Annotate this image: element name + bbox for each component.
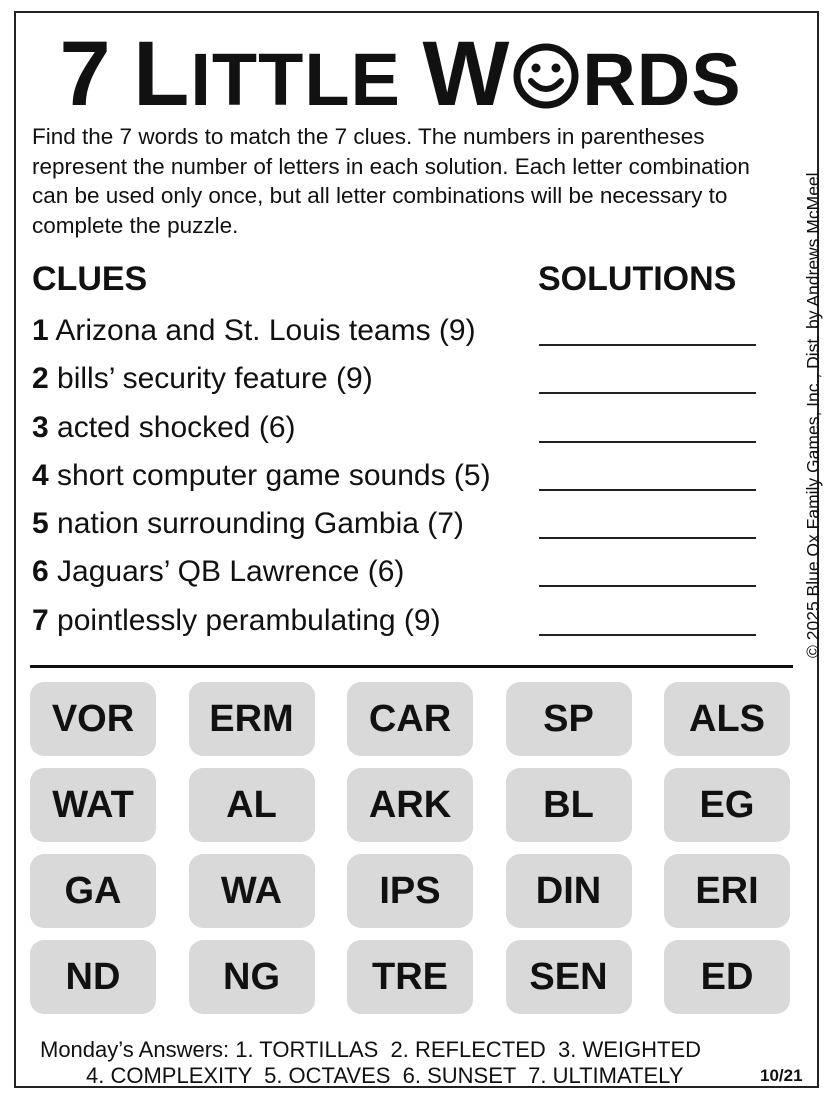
solution-blank[interactable] <box>539 634 756 636</box>
clue-row <box>32 405 767 453</box>
letter-tile[interactable]: SP <box>506 682 632 756</box>
letter-tile[interactable]: WAT <box>30 768 156 842</box>
solution-blank[interactable] <box>539 585 756 587</box>
clue-number: 2 <box>32 362 49 396</box>
letter-tile[interactable]: CAR <box>347 682 473 756</box>
letter-tile[interactable]: GA <box>30 854 156 928</box>
letter-tile[interactable]: VOR <box>30 682 156 756</box>
clue-row <box>32 308 767 356</box>
title-initial-w: W <box>422 23 511 125</box>
solution-blank[interactable] <box>539 441 756 443</box>
letter-tile[interactable]: ARK <box>347 768 473 842</box>
clues-header: CLUES <box>32 260 148 298</box>
letter-tile[interactable]: TRE <box>347 940 473 1014</box>
previous-answers <box>40 1037 800 1089</box>
clue-row <box>32 598 767 646</box>
clue-text: bills’ security feature (9) <box>57 362 373 396</box>
date-label: 10/21 <box>760 1066 803 1085</box>
letter-tile[interactable]: ED <box>664 940 790 1014</box>
letter-tile[interactable]: AL <box>189 768 315 842</box>
tile-row <box>30 768 790 842</box>
title-number: 7 <box>59 23 112 125</box>
clue-number: 3 <box>32 410 49 444</box>
clue-number: 5 <box>32 507 49 541</box>
solution-blank[interactable] <box>539 489 756 491</box>
clue-text: short computer game sounds (5) <box>57 458 491 492</box>
divider <box>30 665 793 668</box>
tile-row <box>30 682 790 756</box>
letter-tile[interactable]: ERM <box>189 682 315 756</box>
clue-text: Jaguars’ QB Lawrence (6) <box>57 555 405 589</box>
solution-blank[interactable] <box>539 344 756 346</box>
letter-tile[interactable]: ERI <box>664 854 790 928</box>
letter-tile[interactable]: ND <box>30 940 156 1014</box>
letter-tile[interactable]: WA <box>189 854 315 928</box>
letter-tile[interactable]: ALS <box>664 682 790 756</box>
letter-tile[interactable]: EG <box>664 768 790 842</box>
clue-number: 6 <box>32 555 49 589</box>
clue-number: 1 <box>32 314 49 347</box>
clue-text: Arizona and St. Louis teams (9) <box>55 314 476 347</box>
clue-text: nation surrounding Gambia (7) <box>57 507 464 541</box>
clue-row <box>32 356 767 404</box>
solutions-header: SOLUTIONS <box>538 260 737 298</box>
solution-blank[interactable] <box>539 537 756 539</box>
smiley-face-icon <box>511 41 581 111</box>
title-initial-l: L <box>133 23 191 125</box>
letter-tile[interactable]: NG <box>189 940 315 1014</box>
letter-tile[interactable]: BL <box>506 768 632 842</box>
clue-number: 7 <box>32 603 49 637</box>
clue-number: 4 <box>32 458 49 492</box>
solution-blank[interactable] <box>539 392 756 394</box>
letter-tile-grid <box>30 682 790 1026</box>
tile-row <box>30 854 790 928</box>
page-title <box>0 23 801 125</box>
letter-tile[interactable]: SEN <box>506 940 632 1014</box>
title-word1-rest: ITTLE <box>190 38 401 121</box>
answers-line-1: Monday’s Answers: 1. TORTILLAS 2. REFLECTED 3. WEIGHTED <box>40 1037 702 1062</box>
answers-line-2: 4. COMPLEXITY 5. OCTAVES 6. SUNSET 7. ULTIMATELY <box>86 1063 684 1088</box>
letter-tile[interactable]: DIN <box>506 854 632 928</box>
instructions: Find the 7 words to match the 7 clues. The numbers in parentheses represent the number of letters in each solution. Each letter combination can be used only once, but all letter combinations will be necessary to complete the puzzle. <box>32 124 750 238</box>
clue-list <box>32 308 767 646</box>
clue-row <box>32 453 767 501</box>
tile-row <box>30 940 790 1014</box>
title-word2-rest: RDS <box>582 38 742 121</box>
copyright-notice: © 2025 Blue Ox Family Games, Inc., Dist. by Andrews McMeel <box>803 172 823 658</box>
clue-row <box>32 501 767 549</box>
clue-row <box>32 549 767 597</box>
letter-tile[interactable]: IPS <box>347 854 473 928</box>
clue-text: acted shocked (6) <box>57 410 296 444</box>
clue-text: pointlessly perambulating (9) <box>57 603 441 637</box>
